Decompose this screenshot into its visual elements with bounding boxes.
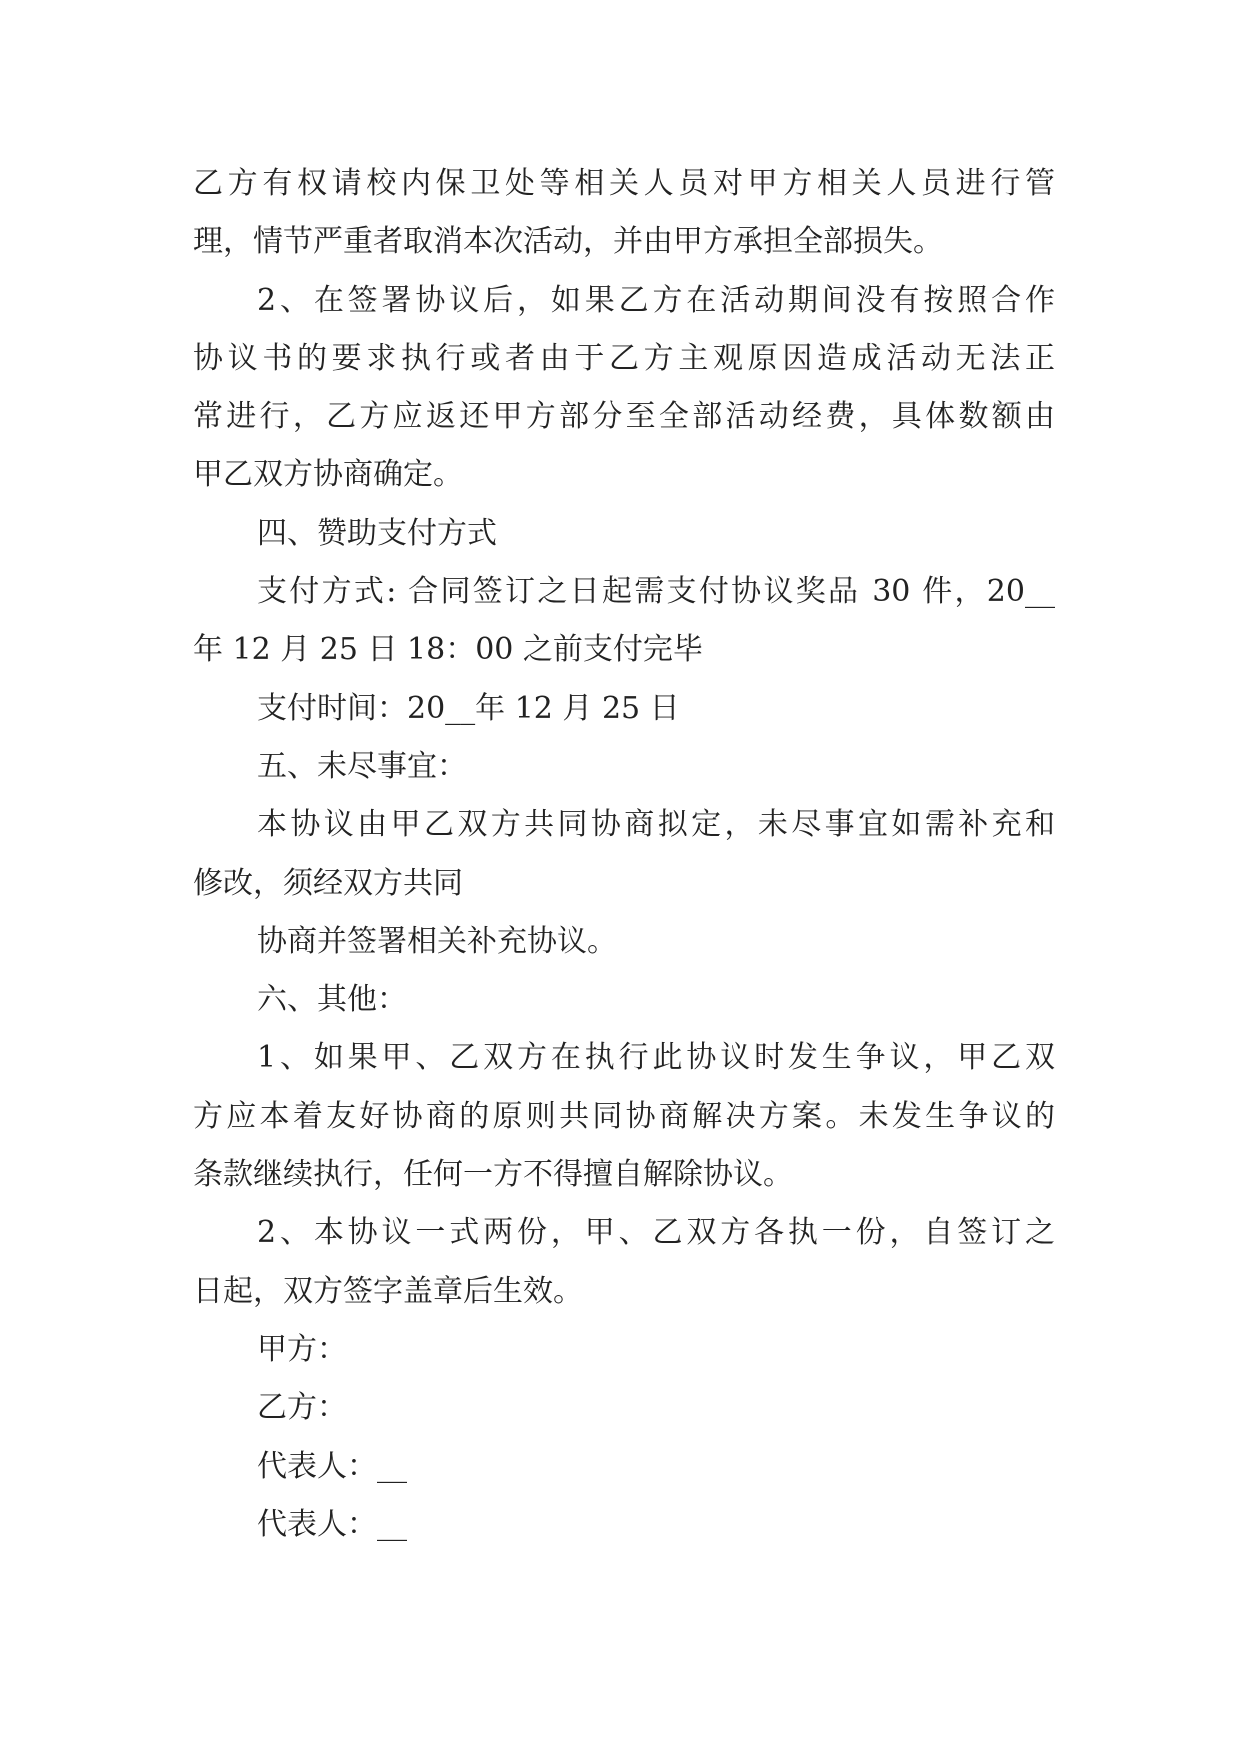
- paragraph-line: 2、在签署协议后，如果乙方在活动期间没有按照合作: [257, 282, 1055, 318]
- paragraph-line: 支付方式: 合同签订之日起需支付协议奖品 30 件，20__: [257, 574, 1055, 610]
- paragraph-line: 甲乙双方协商确定。: [193, 457, 463, 493]
- paragraph-line: 2、本协议一式两份，甲、乙双方各执一份，自签订之: [257, 1215, 1055, 1251]
- paragraph-line: 协议书的要求执行或者由于乙方主观原因造成活动无法正: [193, 340, 1055, 376]
- section-heading: 四、赞助支付方式: [257, 515, 497, 551]
- section-heading: 六、其他：: [257, 982, 407, 1018]
- paragraph-line: 协商并签署相关补充协议。: [257, 923, 617, 959]
- paragraph-line: 本协议由甲乙双方共同协商拟定，未尽事宜如需补充和: [257, 807, 1055, 843]
- paragraph-line: 条款继续执行，任何一方不得擅自解除协议。: [193, 1157, 793, 1193]
- paragraph-line: 1、如果甲、乙双方在执行此协议时发生争议，甲乙双: [257, 1040, 1055, 1076]
- paragraph-line: 年 12 月 25 日 18：00 之前支付完毕: [193, 632, 703, 668]
- document-body: [193, 155, 1055, 1554]
- representative-b-label: 代表人：__: [257, 1506, 407, 1542]
- representative-a-label: 代表人：__: [257, 1448, 407, 1484]
- paragraph-line: 支付时间：20__年 12 月 25 日: [257, 690, 680, 726]
- paragraph-line: 修改，须经双方共同: [193, 865, 463, 901]
- party-a-label: 甲方：: [257, 1331, 347, 1367]
- paragraph-line: 方应本着友好协商的原则共同协商解决方案。未发生争议的: [193, 1098, 1055, 1134]
- paragraph-line: 常进行，乙方应返还甲方部分至全部活动经费，具体数额由: [193, 399, 1055, 435]
- paragraph-line: 乙方有权请校内保卫处等相关人员对甲方相关人员进行管: [193, 166, 1055, 201]
- party-b-label: 乙方：: [257, 1390, 347, 1426]
- paragraph-line: 理，情节严重者取消本次活动，并由甲方承担全部损失。: [193, 224, 943, 260]
- section-heading: 五、未尽事宜：: [257, 748, 467, 784]
- paragraph-line: 日起，双方签字盖章后生效。: [193, 1273, 583, 1309]
